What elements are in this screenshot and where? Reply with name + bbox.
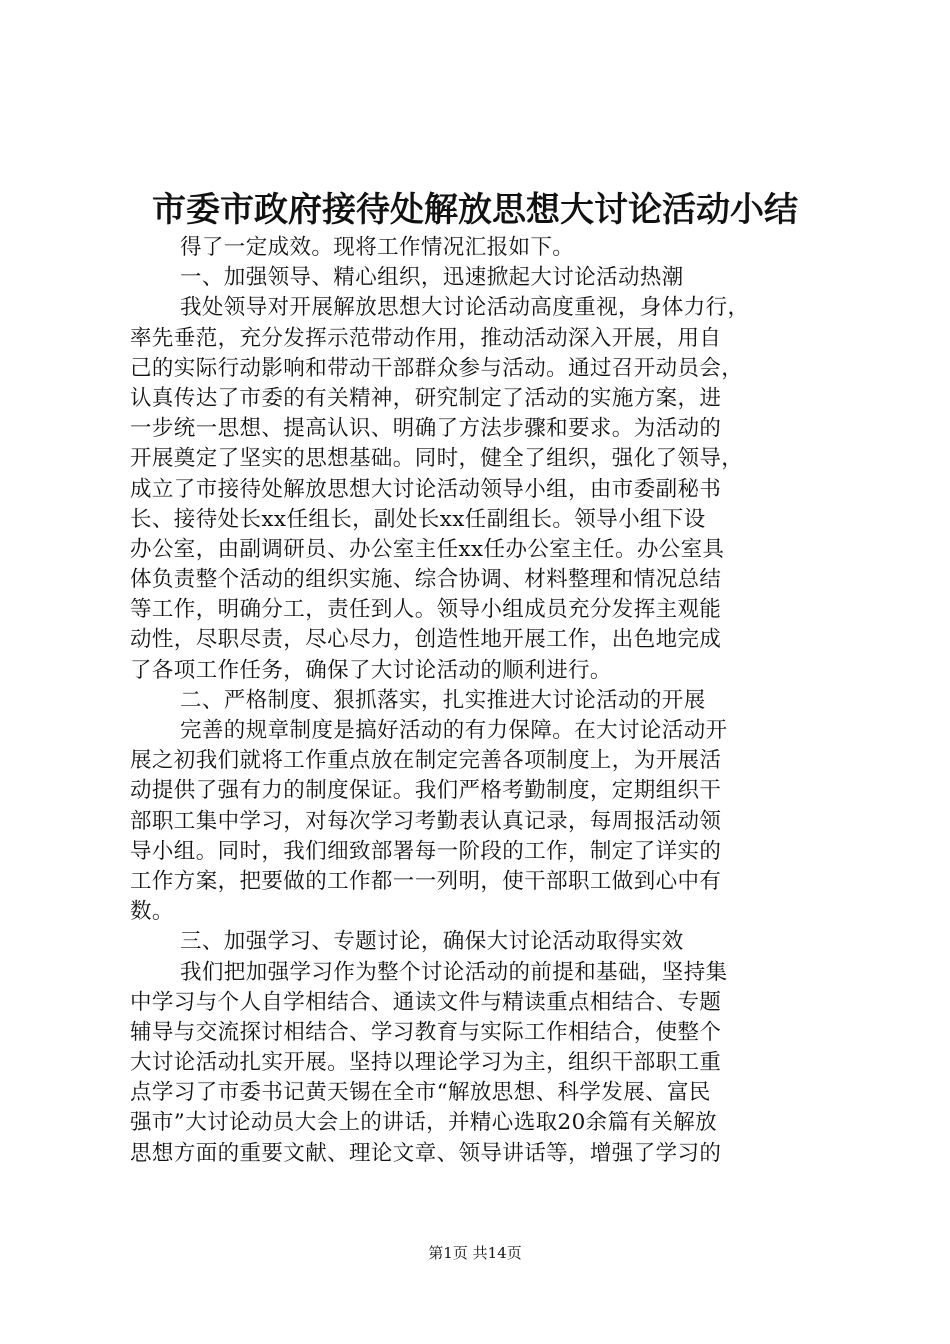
text-line: 动性，尽职尽责，尽心尽力，创造性地开展工作，出色地完成 (130, 627, 722, 653)
section-heading: 三、加强学习、专题讨论，确保大讨论活动取得实效 (180, 929, 684, 955)
text-line: 办公室，由副调研员、办公室主任xx任办公室主任。办公室具 (130, 536, 725, 562)
text-line: 己的实际行动影响和带动干部群众参与活动。通过召开动员会， (130, 355, 744, 381)
text-line: 部职工集中学习，对每次学习考勤表认真记录，每周报活动领 (130, 808, 722, 834)
text-line: 成立了市接待处解放思想大讨论活动领导小组，由市委副秘书 (130, 476, 722, 502)
text-line: 我处领导对开展解放思想大讨论活动高度重视，身体力行， (180, 295, 750, 321)
text-line: 体负责整个活动的组织实施、综合协调、材料整理和情况总结 (130, 567, 722, 593)
text-line: 等工作，明确分工，责任到人。领导小组成员充分发挥主观能 (130, 597, 722, 623)
text-line: 动提供了强有力的制度保证。我们严格考勤制度，定期组织干 (130, 778, 722, 804)
text-line: 长、接待处长xx任组长，副处长xx任副组长。领导小组下设 (130, 506, 706, 532)
text-line: 辅导与交流探讨相结合、学习教育与实际工作相结合，使整个 (130, 1019, 722, 1045)
text-line: 导小组。同时，我们细致部署每一阶段的工作，制定了详实的 (130, 838, 722, 864)
text-line: 开展奠定了坚实的思想基础。同时，健全了组织，强化了领导， (130, 446, 744, 472)
text-line: 工作方案，把要做的工作都一一列明，使干部职工做到心中有 (130, 868, 722, 894)
document-body (130, 233, 840, 1169)
section-heading: 二、严格制度、狠抓落实，扎实推进大讨论活动的开展 (180, 687, 706, 713)
document-title: 市委市政府接待处解放思想大讨论活动小结 (152, 190, 798, 230)
text-line: 展之初我们就将工作重点放在制定完善各项制度上，为开展活 (130, 748, 722, 774)
text-line: 率先垂范，充分发挥示范带动作用，推动活动深入开展，用自 (130, 325, 722, 351)
text-line: 我们把加强学习作为整个讨论活动的前提和基础，坚持集 (180, 959, 728, 985)
text-line: 了各项工作任务，确保了大讨论活动的顺利进行。 (130, 657, 612, 683)
text-line: 思想方面的重要文献、理论文章、领导讲话等，增强了学习的 (130, 1140, 722, 1166)
text-line: 点学习了市委书记黄天锡在全市“解放思想、科学发展、富民 (130, 1080, 711, 1106)
text-line: 强市”大讨论动员大会上的讲话，并精心选取20余篇有关解放 (130, 1110, 718, 1136)
text-line: 一步统一思想、提高认识、明确了方法步骤和要求。为活动的 (130, 416, 722, 442)
text-line: 认真传达了市委的有关精神，研究制定了活动的实施方案，进 (130, 385, 722, 411)
text-line: 得了一定成效。现将工作情况汇报如下。 (180, 235, 575, 260)
text-line: 大讨论活动扎实开展。坚持以理论学习为主，组织干部职工重 (130, 1050, 722, 1076)
text-line: 中学习与个人自学相结合、通读文件与精读重点相结合、专题 (130, 989, 722, 1015)
text-line: 数。 (130, 899, 174, 925)
text-line: 完善的规章制度是搞好活动的有力保障。在大讨论活动开 (180, 718, 728, 743)
page-footer: 第1页 共14页 (428, 1244, 522, 1262)
section-heading: 一、加强领导、精心组织，迅速掀起大讨论活动热潮 (180, 265, 684, 291)
